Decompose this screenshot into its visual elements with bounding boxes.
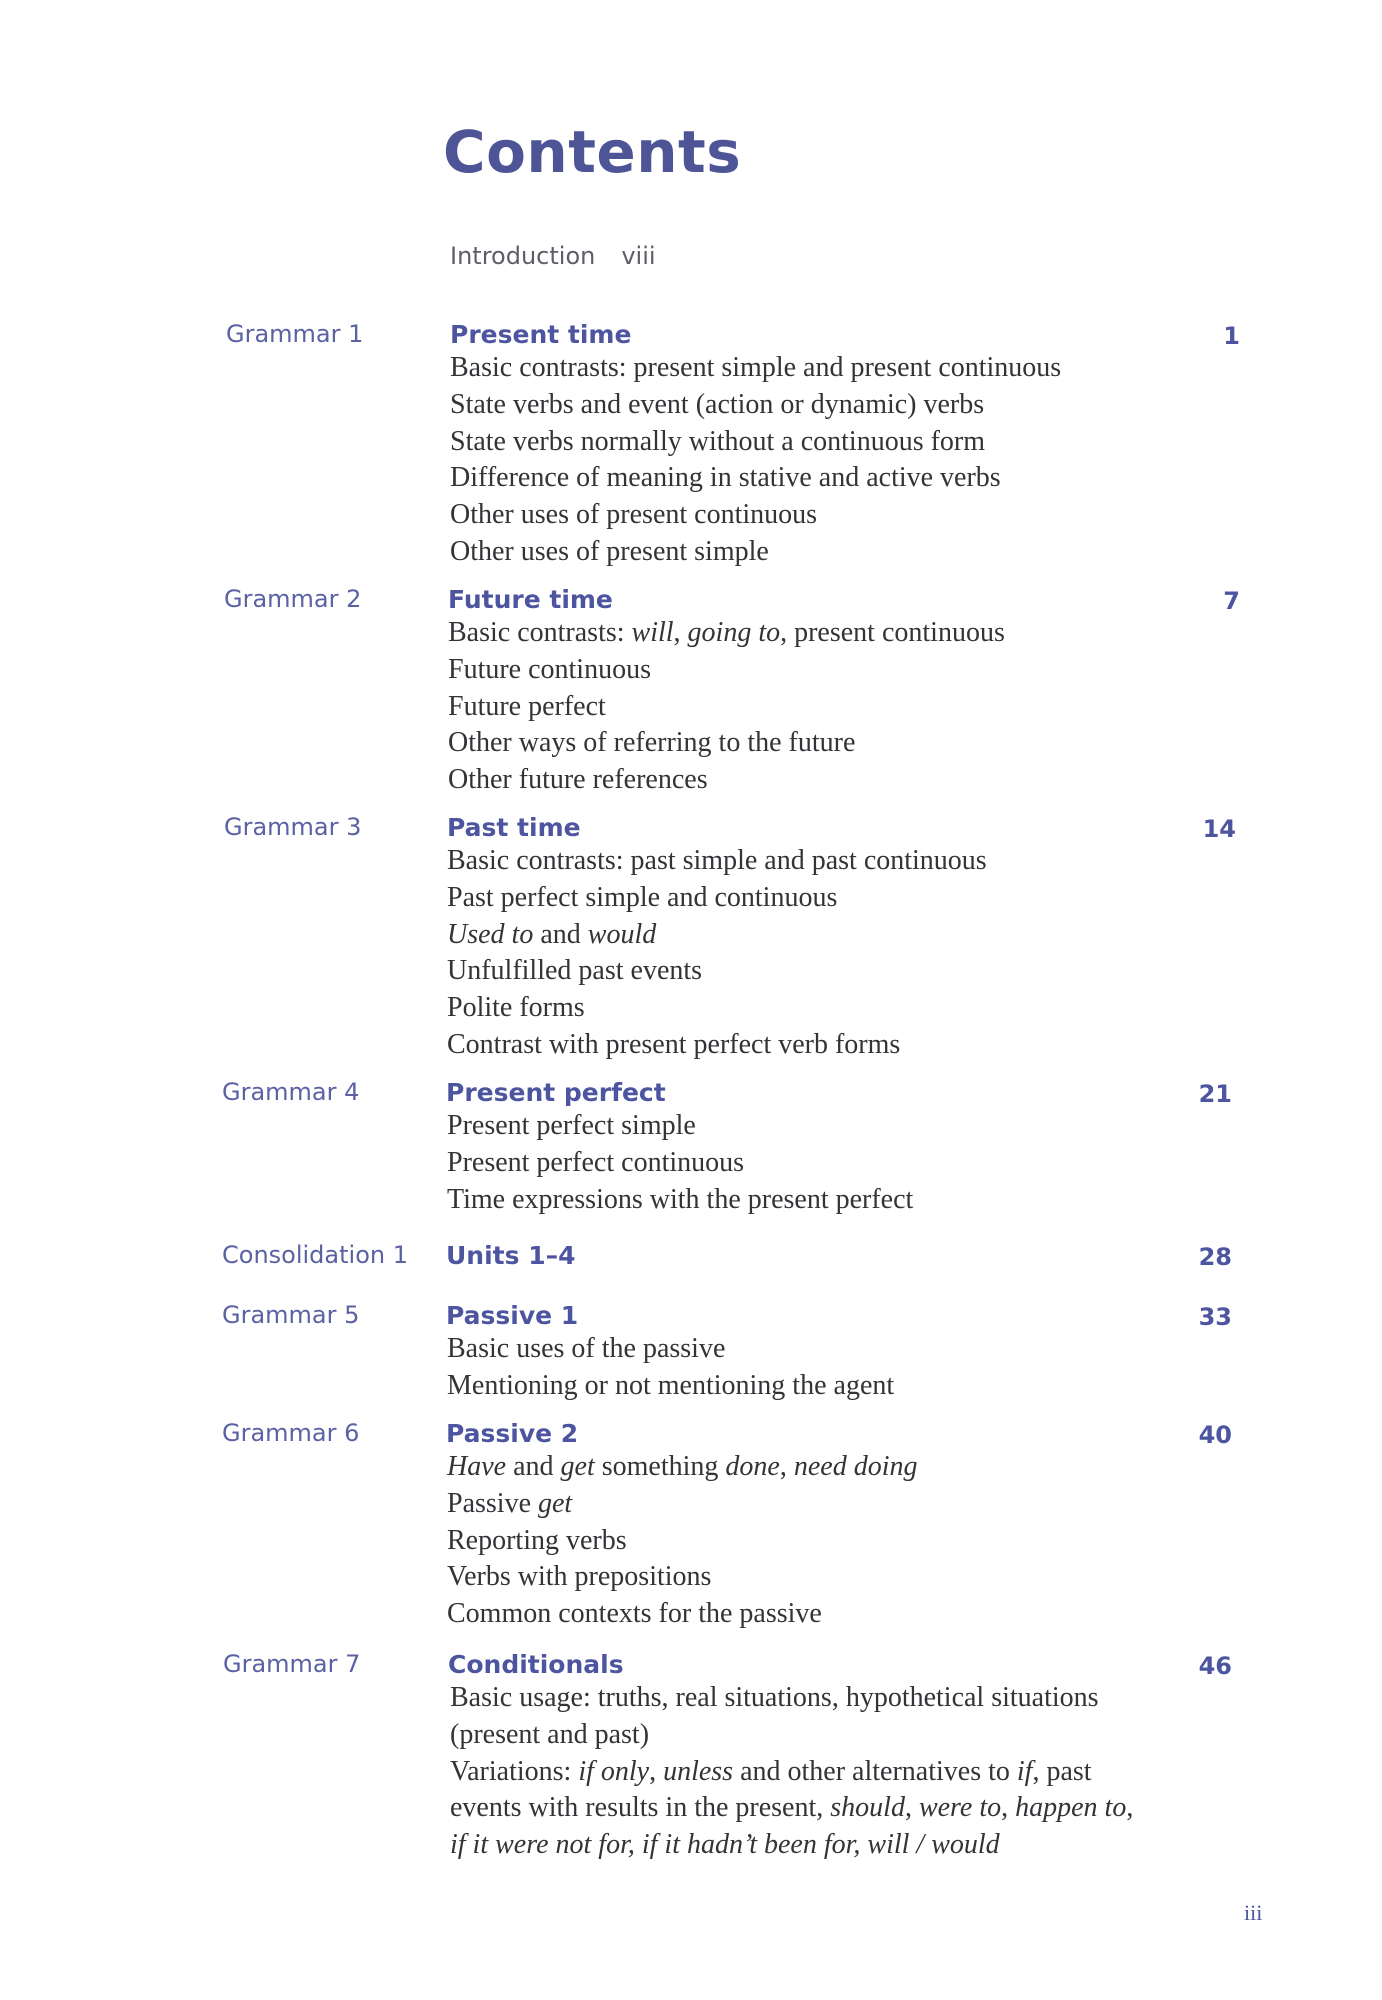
section-item: Time expressions with the present perfect (447, 1183, 914, 1215)
section-item: Contrast with present perfect verb forms (447, 1029, 901, 1060)
section-heading-link[interactable]: Future time (448, 585, 613, 614)
section-item: Basic contrasts: past simple and past continuous (447, 845, 987, 876)
section-item: Present perfect simple (447, 1110, 696, 1141)
section-page-number: 21 (1198, 1080, 1232, 1108)
section-item: Present perfect continuous (447, 1146, 745, 1178)
section-item: Polite forms (447, 992, 585, 1024)
section-label: Grammar 4 (222, 1078, 360, 1106)
section-item: Common contexts for the passive (447, 1598, 822, 1630)
section-heading-link[interactable]: Conditionals (448, 1650, 624, 1679)
section-heading-link[interactable]: Passive 1 (446, 1301, 579, 1330)
section-item: if it were not for, if it hadn’t been for, will / would (450, 1829, 1000, 1861)
section-item: Passive get (447, 1487, 573, 1519)
section-item: Other uses of present continuous (450, 499, 818, 531)
section-item: Other future references (448, 764, 708, 796)
section-page-number: 1 (1223, 322, 1240, 350)
section-label: Grammar 3 (224, 813, 362, 841)
section-item: Future perfect (448, 690, 606, 722)
section-heading-link[interactable]: Past time (447, 813, 581, 842)
section-label: Grammar 7 (223, 1650, 361, 1678)
section-page-number: 14 (1202, 815, 1236, 843)
section-page-number: 33 (1198, 1303, 1232, 1331)
section-item: Difference of meaning in stative and active verbs (450, 462, 1001, 494)
section-item: Other ways of referring to the future (448, 727, 856, 759)
section-item: events with results in the present, should, were to, happen to, (450, 1792, 1134, 1824)
section-page-number: 7 (1223, 587, 1240, 615)
section-item: State verbs normally without a continuous form (450, 425, 986, 457)
page-folio: iii (1244, 1900, 1263, 1925)
section-item: (present and past) (450, 1718, 650, 1750)
section-item: Have and get something done, need doing (447, 1451, 918, 1482)
section-label: Grammar 2 (224, 585, 362, 613)
section-item: Used to and would (447, 918, 657, 950)
introduction-page: viii (621, 242, 656, 270)
section-item: Variations: if only, unless and other alternatives to if, past (450, 1755, 1092, 1787)
section-page-number: 46 (1198, 1652, 1232, 1680)
section-heading-link[interactable]: Units 1–4 (446, 1241, 576, 1270)
section-label: Consolidation 1 (222, 1241, 408, 1269)
section-item: Verbs with prepositions (447, 1561, 712, 1593)
section-label: Grammar 5 (222, 1301, 360, 1329)
section-page-number: 28 (1198, 1243, 1232, 1271)
section-page-number: 40 (1198, 1421, 1232, 1449)
section-label: Grammar 1 (226, 320, 364, 348)
page-title: Contents (443, 118, 742, 186)
section-item: Basic contrasts: present simple and present continuous (450, 352, 1062, 383)
section-item: Reporting verbs (447, 1524, 627, 1556)
section-item: Mentioning or not mentioning the agent (447, 1369, 895, 1401)
section-item: Basic contrasts: will, going to, present continuous (448, 617, 1005, 648)
section-heading-link[interactable]: Passive 2 (446, 1419, 579, 1448)
section-item: Other uses of present simple (450, 536, 769, 567)
section-item: Unfulfilled past events (447, 955, 703, 987)
introduction-label: Introduction (450, 242, 596, 270)
section-item: Past perfect simple and continuous (447, 881, 838, 913)
section-item: Future continuous (448, 653, 651, 685)
section-label: Grammar 6 (222, 1419, 360, 1447)
section-item: Basic usage: truths, real situations, hypothetical situations (450, 1682, 1099, 1713)
section-heading-link[interactable]: Present time (450, 320, 632, 349)
section-heading-link[interactable]: Present perfect (446, 1078, 666, 1107)
section-item: State verbs and event (action or dynamic) verbs (450, 388, 985, 420)
section-item: Basic uses of the passive (447, 1333, 726, 1364)
